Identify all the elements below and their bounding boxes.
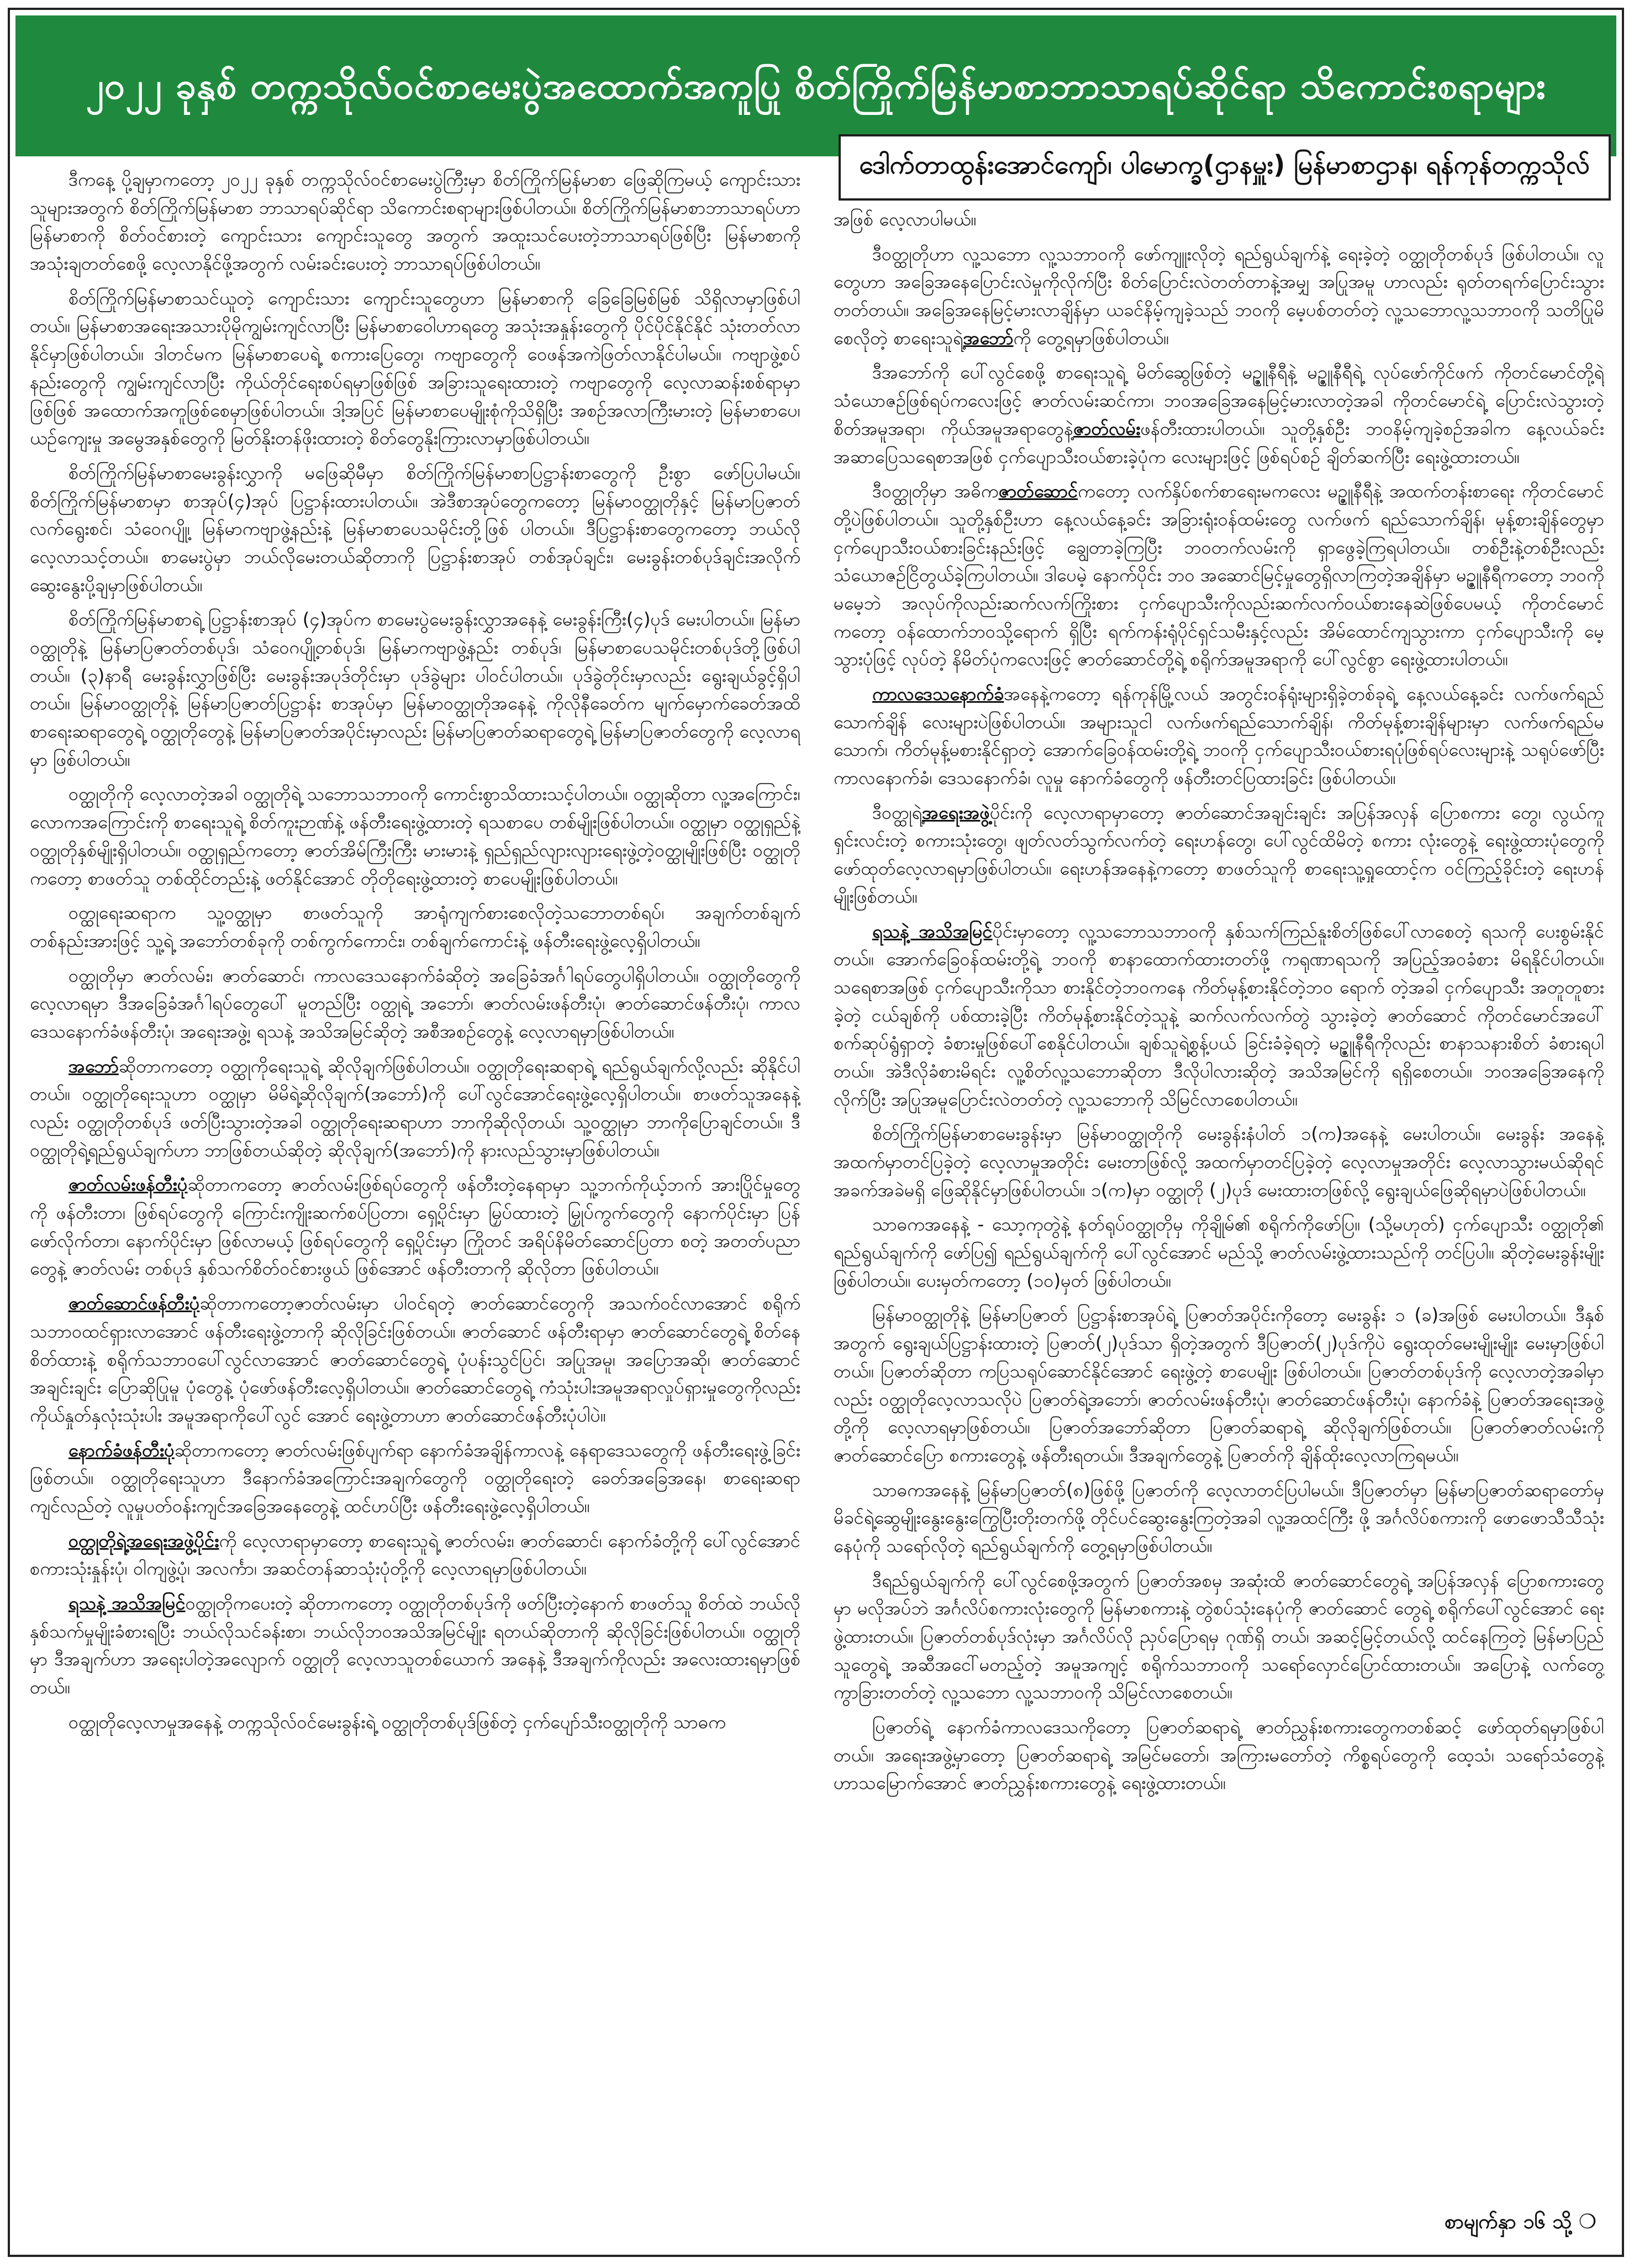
paragraph bbox=[30, 1590, 800, 1702]
paragraph-text: ကတော့ လက်နှိပ်စက်စာရေးမကလေး မဥ္ဇူနီရီနဲ့ အထက်တန်းစာရေး ကိုတင်မောင်တို့ပဲဖြစ်ပါတယ်။ သူတို့နှစ်ဦးဟာ နေ့လယ်နေ့ခင်း အခြားရုံးဝန်ထမ်းတွေ လက်ဖက် ရည်သောက်ချိန်၊ မုန့်စားချိန်တွေမှာ ငှက်ပျောသီးဝယ်စားခြင်းနည်းဖြင့် ချွေတာခဲ့ကြပြီး ဘဝတက်လမ်းကို ရှာဖွေခဲ့ကြရပါတယ်။ တစ်ဦးနဲ့တစ်ဦးလည်း သံယောဇဉ်ငြိတွယ်ခဲ့ကြပါတယ်။ ဒါပေမဲ့ နောက်ပိုင်း ဘဝ အဆောင်မြင့်မှုတွေရှိလာကြတဲ့အချိန်မှာ မဥ္ဇူနီရီကတော့ ဘဝကိုမမေ့ဘဲ အလုပ်ကိုလည်းဆက်လက်ကြိုးစား ငှက်ပျောသီးကိုလည်းဆက်လက်ဝယ်စားနေဆဲဖြစ်ပေမယ့် ကိုတင်မောင်ကတော့ ဝန်ထောက်ဘဝသို့ရောက် ရှိပြီး ရက်ကန်းရုံပိုင်ရှင်သမီးနှင့်လည်း အိမ်ထောင်ကျသွားကာ ငှက်ပျောသီးကို မေ့သွားပုံဖြင့် လုပ်တဲ့ နိမိတ်ပုံကလေးဖြင့် ဇာတ်ဆောင်တို့ရဲ့ စရိုက်အမူအရာကို ပေါ်လွင်စွာ ရေးဖွဲ့ထားပါတယ်။ bbox=[834, 481, 1604, 670]
paragraph: ဝတ္ထုတိုမှာ ဇာတ်လမ်း၊ ဇာတ်ဆောင်၊ ကာလဒေသနောက်ခံဆိုတဲ့ အခြေခံအင်္ဂါရပ်တွေပါရှိပါတယ်။ ဝတ္ထုတိုတွေကို လေ့လာရမှာ ဒီအခြေခံအင်္ဂါရပ်တွေပေါ် မူတည်ပြီး ဝတ္ထုရဲ့ အဘော်၊ ဇာတ်လမ်းဖန်တီးပုံ၊ ဇာတ်ဆောင်ဖန်တီးပုံ၊ ကာလဒေသနောက်ခံဖန်တီးပုံ၊ အရေးအဖွဲ့၊ ရသနဲ့ အသိအမြင်ဆိုတဲ့ အစီအစဉ်တွေနဲ့ လေ့လာရမှာဖြစ်ပါတယ်။ bbox=[30, 965, 800, 1042]
paragraph-text: ဒီဝတ္ထုတိုဟာ လူ့သဘော လူ့သဘာဝကို ဖော်ကျူးလိုတဲ့ ရည်ရွယ်ချက်နဲ့ ရေးခဲ့တဲ့ ဝတ္ထုတိုတစ်ပုဒ် ဖြစ်ပါတယ်။ လူတွေဟာ အခြေအနေပြောင်းလဲမှုကိုလိုက်ပြီး စိတ်ပြောင်းလဲတတ်တာနဲ့အမျှ အပြုအမူ ဟာလည်း ရုတ်တရက်ပြောင်းသွားတတ်တယ်။ အခြေအနေမြင့်မားလာချိန်မှာ ယခင်နိမ့်ကျခဲ့သည် ဘဝကို မေ့ပစ်တတ်တဲ့ လူ့သဘောလူ့သဘာဝကို သတိပြုမိစေလိုတဲ့ စာရေးသူရဲ့ bbox=[834, 243, 1604, 349]
keyword: ဇာတ်လမ်း bbox=[1073, 418, 1141, 439]
paragraph-text: ဖန်တီးထားပါတယ်။ သူတို့နှစ်ဦး ဘဝနိမ့်ကျခဲ့စဉ်အခါက နေ့လယ်ခင်း အဆာပြေသရေစာအဖြစ် ငှက်ပျောသီးဝယ်စားခဲ့ပုံက လေးများဖြင့် ဖြစ်ရပ်စဉ် ချိတ်ဆက်ပြီး ရေးဖွဲ့ထားတယ်။ bbox=[834, 418, 1604, 467]
paragraph: ပြဇာတ်ရဲ့ နောက်ခံကာလဒေသကိုတော့ ပြဇာတ်ဆရာရဲ့ ဇာတ်ညွှန်းစကားတွေကတစ်ဆင့် ဖော်ထုတ်ရမှာဖြစ်ပါတယ်။ အရေးအဖွဲ့မှာတော့ ပြဇာတ်ဆရာရဲ့ အမြင်မတော်၊ အကြားမတော်တဲ့ ကိစ္စရပ်တွေကို ထေ့သံ၊ သရော်သံတွေနဲ့ ဟာသမြောက်အောင် ဇာတ်ညွှန်းစကားတွေနဲ့ ရေးဖွဲ့ထားတယ်။ bbox=[834, 1717, 1604, 1794]
paragraph-text: ကို လေ့လာရာမှာတော့ စာရေးသူရဲ့ ဇာတ်လမ်း၊ ဇာတ်ဆောင်၊ နောက်ခံတို့ကို ပေါ်လွင်အောင် စကားသုံးနှုန်းပုံ၊ ဝါကျဖွဲ့ပုံ၊ အလင်္ကာ၊ အဆင်တန်ဆာသုံးပုံတို့ကို လေ့လာရမှာဖြစ်ပါတယ်။ bbox=[30, 1530, 800, 1580]
article-body bbox=[30, 166, 1604, 2235]
keyword: ဇာတ်လမ်းဖန်တီးပုံ bbox=[68, 1174, 188, 1196]
paragraph bbox=[834, 799, 1604, 911]
paragraph: စိတ်ကြိုက်မြန်မာစာသင်ယူတဲ့ ကျောင်းသား ကျောင်းသူတွေဟာ မြန်မာစာကို ခြေခြေမြစ်မြစ် သိရှိလာမှာဖြစ်ပါတယ်။ မြန်မာစာအရေးအသားပိုမိုကျွမ်းကျင်လာပြီး မြန်မာစာဝေါဟာရတွေ အသုံးအနှုန်းတွေကို ပိုင်ပိုင်နိုင်နိုင် သုံးတတ်လာနိုင်မှာဖြစ်ပါတယ်။ ဒါတင်မက မြန်မာစာပေရဲ့ စကားပြေတွေ၊ ကဗျာတွေကို ဝေဖန်အကဲဖြတ်လာနိုင်ပါမယ်။ ကဗျာဖွဲ့စပ်နည်းတွေကို ကျွမ်းကျင်လာပြီး ကိုယ်တိုင်ရေးစပ်ရမှာဖြစ်ဖြစ် အခြားသူရေးထားတဲ့ ကဗျာတွေကို လေ့လာဆန်းစစ်ရာမှာဖြစ်ဖြစ် အထောက်အကူဖြစ်စေမှာဖြစ်ပါတယ်။ ဒါ့အပြင် မြန်မာစာပေမျိုးစုံကိုသိရှိပြီး အစဉ်အလာကြီးမားတဲ့ မြန်မာစာပေ၊ ယဉ်ကျေးမှု အမွေအနှစ်တွေကို မြတ်နိုးတန်ဖိုးထားတဲ့ စိတ်တွေနိုးကြားလာမှာဖြစ်ပါတယ်။ bbox=[30, 287, 800, 449]
keyword: ဝတ္ထုတိုရဲ့အရေးအဖွဲ့ပိုင်း bbox=[68, 1530, 219, 1551]
keyword: အရေးအဖွဲ့ bbox=[922, 802, 990, 823]
paragraph-text: ဒီဝတ္ထုတိုမှာ အဓိက bbox=[872, 481, 999, 502]
paragraph bbox=[30, 1527, 800, 1583]
paragraph-text: ဆိုတာကတော့ ဇာတ်လမ်းဖြစ်ပျက်ရာ နောက်ခံအချိန်ကာလနဲ့ နေရာဒေသတွေကို ဖန်တီးရေးဖွဲ့ခြင်းဖြစ်တယ်။ ဝတ္ထုတိုရေးသူဟာ ဒီနောက်ခံအကြောင်းအချက်တွေကို ဝတ္ထုတိုရေးတဲ့ ခေတ်အခြေအနေ၊ စာရေးဆရာကျင်လည်တဲ့ လူမှုပတ်ဝန်းကျင်အခြေအနေတွေနဲ့ ထင်ဟပ်ပြီး ဖန်တီးရေးဖွဲ့လေ့ရှိပါတယ်။ bbox=[30, 1439, 800, 1517]
right-column bbox=[834, 166, 1604, 2235]
paragraph bbox=[834, 918, 1604, 1114]
paragraph: ဒီကနေ့ ပို့ချမှာကတော့ ၂၀၂၂ ခုနှစ် တက္ကသိုလ်ဝင်စာမေးပွဲကြီးမှာ စိတ်ကြိုက်မြန်မာစာ ဖြေဆိုကြမယ့် ကျောင်းသားသူများအတွက် စိတ်ကြိုက်မြန်မာစာ ဘာသာရပ်ဆိုင်ရာ သိကောင်းစရာများဖြစ်ပါတယ်။ စိတ်ကြိုက်မြန်မာစာဘာသာရပ်ဟာ မြန်မာစာကို စိတ်ဝင်စားတဲ့ ကျောင်းသား ကျောင်းသူတွေ အတွက် အထူးသင်ပေးတဲ့ဘာသာရပ်ဖြစ်ပြီး မြန်မာစာကို အသုံးချတတ်စေဖို့ လေ့လာနိုင်ဖို့အတွက် လမ်းခင်းပေးတဲ့ ဘာသာရပ်ဖြစ်ပါတယ်။ bbox=[30, 169, 800, 275]
paragraph-text: ဆိုတာကတော့ဇာတ်လမ်းမှာ ပါဝင်ရတဲ့ ဇာတ်ဆောင်တွေကို အသက်ဝင်လာအောင် စရိုက်သဘာဝထင်ရှားလာအောင် ဖန်တီးရေးဖွဲ့တာကို ဆိုလိုခြင်းဖြစ်တယ်။ ဇာတ်ဆောင် ဖန်တီးရာမှာ ဇာတ်ဆောင်တွေရဲ့ စိတ်နေစိတ်ထားနဲ့ စရိုက်သဘာဝပေါ်လွင်လာအောင် ဇာတ်ဆောင်တွေရဲ့ ပုံပန်းသွင်ပြင်၊ အပြုအမူ၊ အပြောအဆို၊ ဇာတ်ဆောင်အချင်းချင်း ပြောဆိုပြုမူ ပုံတွေနဲ့ ပုံဖော်ဖန်တီးလေ့ရှိပါတယ်။ ဇာတ်ဆောင်တွေရဲ့ ကံသုံးပါးအမူအရာလှုပ်ရှားမှုတွေကိုလည်း ကိုယ်နှုတ်နှလုံးသုံးပါး အမူအရာကိုပေါ်လွင် အောင် ရေးဖွဲ့တာဟာ ဇာတ်ဆောင်ဖန်တီးပုံပါပဲ။ bbox=[30, 1293, 800, 1426]
keyword: နောက်ခံဖန်တီးပုံ bbox=[68, 1439, 175, 1461]
paragraph bbox=[834, 240, 1604, 352]
paragraph bbox=[30, 1171, 800, 1283]
paragraph: ဝတ္ထုတိုကို လေ့လာတဲ့အခါ ဝတ္ထုတိုရဲ့ သဘောသဘာဝကို ကောင်းစွာသိထားသင့်ပါတယ်။ ဝတ္ထုဆိုတာ လူ့အကြောင်း၊ လောကအကြောင်းကို စာရေးသူရဲ့ စိတ်ကူးဉာဏ်နဲ့ ဖန်တီးရေးဖွဲ့ထားတဲ့ ရသစာပေ တစ်မျိုးဖြစ်ပါတယ်။ ဝတ္ထုမှာ ဝတ္ထုရှည်နဲ့ ဝတ္ထုတိုနှစ်မျိုးရှိပါတယ်။ ဝတ္ထုရှည်ကတော့ ဇာတ်အိမ်ကြီးကြီး မားမားနဲ့ ရှည်ရှည်လျားလျားရေးဖွဲ့တဲ့ဝတ္ထုမျိုးဖြစ်ပြီး ဝတ္ထုတိုကတော့ စာဖတ်သူ တစ်ထိုင်တည်းနဲ့ ဖတ်နိုင်အောင် တိုတိုရေးဖွဲ့ထားတဲ့ စာပေမျိုးဖြစ်ပါတယ်။ bbox=[30, 783, 800, 889]
paragraph bbox=[30, 1436, 800, 1520]
paragraph: မြန်မာဝတ္ထုတိုနဲ့ မြန်မာပြဇာတ် ပြဋ္ဌာန်းစာအုပ်ရဲ့ ပြဇာတ်အပိုင်းကိုတော့ မေးခွန်း ၁ (ခ)အဖြစ် မေးပါတယ်။ ဒီနှစ်အတွက် ရွေးချယ်ပြဋ္ဌာန်းထားတဲ့ ပြဇာတ်(၂)ပုဒ်သာ ရှိတဲ့အတွက် ဒီပြဇာတ်(၂)ပုဒ်ကိုပဲ ရွေးထုတ်မေးမျိုးမျိုး မေးမှာဖြစ်ပါတယ်။ ပြဇာတ်ဆိုတာ ကပြသရုပ်ဆောင်နိုင်အောင် ရေးဖွဲ့တဲ့ စာပေမျိုး ဖြစ်ပါတယ်။ ပြဇာတ်တစ်ပုဒ်ကို လေ့လာတဲ့အခါမှာလည်း ဝတ္ထုတိုလေ့လာသလိုပဲ ပြဇာတ်ရဲ့အဘော်၊ ဇာတ်လမ်းဖန်တီးပုံ၊ ဇာတ်ဆောင်ဖန်တီးပုံ၊ နောက်ခံနဲ့ ပြဇာတ်အရေးအဖွဲ့တို့ကို လေ့လာရမှာဖြစ်တယ်။ ပြဇာတ်အဘော်ဆိုတာ ပြဇာတ်ဆရာရဲ့ ဆိုလိုချက်ဖြစ်တယ်။ ပြဇာတ်ဇာတ်လမ်းကို ဇာတ်ဆောင်ပြော စကားတွေနဲ့ ဖန်တီးရတယ်။ ဒီအချက်တွေနဲ့ ပြဇာတ်ကို ချိန်ထိုးလေ့လာကြရမယ်။ bbox=[834, 1304, 1604, 1466]
paragraph-text: ကို တွေ့ရမှာဖြစ်ပါတယ်။ bbox=[1013, 327, 1169, 349]
paragraph-text: ဒီဝတ္ထုရဲ့ bbox=[872, 802, 923, 823]
paragraph bbox=[834, 359, 1604, 471]
paragraph-text: ဆိုတာကတော့ ဇာတ်လမ်းဖြစ်ရပ်တွေကို ဖန်တီးတဲ့နေရာမှာ သူ့ဘက်ကိုယ့်ဘက် အားပြိုင်မှုတွေကို ဖန်တီးတာ၊ ဖြစ်ရပ်တွေကို ကြောင်းကျိုးဆက်စပ်ပြတာ၊ ရှေ့ပိုင်းမှာ မြှပ်ထားတဲ့ မြှုပ်ကွက်တွေကို နောက်ပိုင်းမှာ ပြန်ဖော်လိုက်တာ၊ နောက်ပိုင်းမှာ ဖြစ်လာမယ့် ဖြစ်ရပ်တွေကို ရှေ့ပိုင်းမှာ ကြိုတင် အရိပ်နိမိတ်ဆောင်ပြတာ စတဲ့ အတတ်ပညာတွေနဲ့ ဇာတ်လမ်း တစ်ပုဒ် နှစ်သက်စိတ်ဝင်စားဖွယ် ဖြစ်အောင် ဖန်တီးတာကို ဆိုလိုတာ ဖြစ်ပါတယ်။ bbox=[30, 1174, 800, 1280]
paragraph-text: ဝတ္ထုတိုကပေးတဲ့ ဆိုတာကတော့ ဝတ္ထုတိုတစ်ပုဒ်ကို ဖတ်ပြီးတဲ့နောက် စာဖတ်သူ စိတ်ထဲ ဘယ်လိုနှစ်သက်မှုမျိုးခံစားရပြီး ဘယ်လိုသင်ခန်းစာ၊ ဘယ်လိုဘဝအသိအမြင်မျိုး ရတယ်ဆိုတာကို ဆိုလိုခြင်းဖြစ်ပါတယ်။ ဝတ္ထုတိုမှာ ဒီအချက်ဟာ အရေးပါတဲ့အလျောက် ဝတ္ထုတို လေ့လာသူတစ်ယောက် အနေနဲ့ ဒီအချက်ကိုလည်း အလေးထားရမှာဖြစ်တယ်။ bbox=[30, 1593, 800, 1698]
keyword: ကာလဒေသနောက်ခံ bbox=[872, 683, 1004, 704]
paragraph bbox=[30, 1290, 800, 1429]
paragraph-text: ဆိုတာကတော့ ဝတ္ထုကိုရေးသူရဲ့ ဆိုလိုချက်ဖြစ်ပါတယ်။ ဝတ္ထုတိုရေးဆရာရဲ့ ရည်ရွယ်ချက်လို့လည်း ဆိုနိုင်ပါတယ်။ ဝတ္ထုတိုရေးသူဟာ ဝတ္ထုမှာ မိမိရဲ့ဆိုလိုချက်(အဘော်)ကို ပေါ်လွင်အောင်ရေးဖွဲ့လေ့ရှိပါတယ်။ စာဖတ်သူအနေနဲ့လည်း ဝတ္ထုတိုတစ်ပုဒ် ဖတ်ပြီးသွားတဲ့အခါ ဝတ္ထုတိုရေးဆရာဟာ ဘာကိုဆိုလိုတယ်၊ သူ့ဝတ္ထုမှာ ဘာကိုပြောချင်တယ်။ ဒီဝတ္ထုတိုရဲ့ရည်ရွယ်ချက်ဟာ ဘာဖြစ်တယ်ဆိုတဲ့ ဆိုလိုချက်(အဘော်)ကို နားလည်သွားမှာဖြစ်ပါတယ်။ bbox=[30, 1055, 800, 1161]
keyword: ရသနဲ့ အသိအမြင် bbox=[872, 920, 993, 942]
keyword: ဇာတ်ဆောင် bbox=[998, 481, 1078, 502]
author-byline: ဒေါက်တာထွန်းအောင်ကျော်၊ ပါမောက္ခ(ဌာနမှူး) မြန်မာစာဌာန၊ ရန်ကုန်တက္ကသိုလ် bbox=[859, 149, 1590, 180]
paragraph: သာဓကအနေနဲ့ မြန်မာပြဇာတ်(၈)ဖြစ်ဖို့ ပြဇာတ်ကို လေ့လာတင်ပြပါမယ်။ ဒီပြဇာတ်မှာ မြန်မာပြဇာတ်ဆရာတော်မှ မိခင်ရဲ့ဆွေမျိုးနွေးနွေးကြွေပြီးတိုးတက်ဖို့ တိုင်ပင်ဆွေးနွေးကြတဲ့အခါ လူ့အထင်ကြီး ဖို့ အင်္ဂလိပ်စကားကို ဖောဖောသီသီသုံးနေပုံကို သရော်လိုတဲ့ ရည်ရွယ်ချက်ကို တွေ့ရမှာဖြစ်ပါတယ်။ bbox=[834, 1479, 1604, 1556]
left-column bbox=[30, 166, 800, 2235]
paragraph: ဒီရည်ရွယ်ချက်ကို ပေါ်လွင်စေဖို့အတွက် ပြဇာတ်အစမှ အဆုံးထိ ဇာတ်ဆောင်တွေရဲ့ အပြန်အလှန် ပြောစကားတွေမှာ မလိုအပ်ဘဲ အင်္ဂလိပ်စကားလုံးတွေကို မြန်မာစကားနဲ့ တွဲစပ်သုံးနေပုံကို ဇာတ်ဆောင် တွေရဲ့ စရိုက်ပေါ်လွင်အောင် ရေးဖွဲ့ထားတယ်။ ပြဇာတ်တစ်ပုဒ်လုံးမှာ အင်္ဂလိပ်လို ညှပ်ပြောရမှ ဂုဏ်ရှိ တယ်၊ အဆင့်မြင့်တယ်လို့ ထင်နေကြတဲ့ မြန်မာပြည်သူတွေရဲ့ အဆီအငေါ်မတည့်တဲ့ အမူအကျင့် စရိုက်သဘာဝကို သရော်လှောင်ပြောင်ထားတယ်။ အပြောနဲ့ လက်တွေ့ ကွာခြားတတ်တဲ့ လူ့သဘော လူ့သဘာဝကို သိမြင်လာစေတယ်။ bbox=[834, 1570, 1604, 1703]
paragraph bbox=[834, 477, 1604, 673]
keyword: ဇာတ်ဆောင်ဖန်တီးပုံ bbox=[68, 1293, 200, 1314]
paragraph-text: ပိုင်းမှာတော့ လူ့သဘောသဘာဝကို နှစ်သက်ကြည်နူးစိတ်ဖြစ်ပေါ်လာစေတဲ့ ရသကို ပေးစွမ်းနိုင်တယ်။ အောက်ခြေဝန်ထမ်းတို့ရဲ့ ဘဝကို စာနာထောက်ထားတတ်ဖို့ ကရုဏာရသကို အပြည့်အဝခံစား မိရနိုင်ပါတယ်။ သရေစာအဖြစ် ငှက်ပျောသီးကိုသာ စားနိုင်တဲ့ဘဝကနေ ကိတ်မုန့်စားနိုင်တဲ့ဘဝ ရောက် တဲ့အခါ ငှက်ပျောသီး အတူတူစားခဲ့တဲ့ ငယ်ချစ်ကို ပစ်ထားခဲ့ပြီး ကိတ်မုန့်စားနိုင်တဲ့သူနဲ့ ဆက်လက်လက်တွဲ သွားခဲ့တဲ့ ဇာတ်ဆောင် ကိုတင်မောင်အပေါ် စက်ဆုပ်ရွံရှာတဲ့ ခံစားမှုဖြစ်ပေါ်စေနိုင်ပါတယ်။ ချစ်သူရဲ့စွန့်ပယ် ခြင်းခံခဲ့ရတဲ့ မဥ္ဇူနီရီကိုလည်း စာနာသနားစိတ် ခံစားရပါတယ်။ အဲဒီလိုခံစားမိရင်း လူ့စိတ်လူ့သဘောဆိုတာ ဒီလိုပါလားဆိုတဲ့ အသိအမြင်ကို ရရှိစေတယ်။ ဘဝအခြေအနေကို လိုက်ပြီး အပြုအမူပြောင်းလဲတတ်တဲ့ လူ့သဘောကို သိမြင်လာစေပါတယ်။ bbox=[834, 920, 1604, 1110]
paragraph: အဖြစ် လေ့လာပါမယ်။ bbox=[834, 209, 977, 230]
paragraph: စိတ်ကြိုက်မြန်မာစာမေးခွန်းလွှာကို မဖြေဆိုမီမှာ စိတ်ကြိုက်မြန်မာစာပြဋ္ဌာန်းစာတွေကို ဦးစွာ ဖော်ပြပါမယ်။ စိတ်ကြိုက်မြန်မာစာမှာ စာအုပ်(၄)အုပ် ပြဋ္ဌာန်းထားပါတယ်။ အဲဒီစာအုပ်တွေကတော့ မြန်မာဝတ္ထုတိုနှင့် မြန်မာပြဇာတ်လက်ရွေးစင်၊ သံဝေဂပျို့၊ မြန်မာကဗျာဖွဲ့နည်းနဲ့ မြန်မာစာပေသမိုင်းတို့ဖြစ် ပါတယ်။ ဒီပြဋ္ဌာန်းစာတွေကတော့ ဘယ်လိုလေ့လာသင့်တယ်။ စာမေးပွဲမှာ ဘယ်လိုမေးတယ်ဆိုတာကို ပြဋ္ဌာန်းစာအုပ် တစ်အုပ်ချင်း၊ မေးခွန်းတစ်ပုဒ်ချင်းအလိုက် ဆွေးနွေးပို့ချမှာဖြစ်ပါတယ်။ bbox=[30, 462, 800, 596]
keyword: အဘော် bbox=[68, 1055, 119, 1077]
paragraph-text: ပိုင်းကို လေ့လာရာမှာတော့ ဇာတ်ဆောင်အချင်းချင်း အပြန်အလှန် ပြောစကား တွေ၊ လွယ်ကူရှင်းလင်းတဲ့ စကားသုံးတွေ၊ ဖျတ်လတ်သွက်လက်တဲ့ ရေးဟန်တွေ၊ ပေါ်လွင်ထိမိတဲ့ စကား လုံးတွေနဲ့ ရေးဖွဲ့ထားပုံတွေကို ဖော်ထုတ်လေ့လာရမှာဖြစ်ပါတယ်။ ရေးဟန်အနေနဲ့ကတော့ စာဖတ်သူကို စာရေးသူ့ရှုထောင့်က ဝင်ကြည့်ခိုင်းတဲ့ ရေးဟန်မျိုးဖြစ်တယ်။ bbox=[834, 802, 1604, 907]
article-title: ၂၀၂၂ ခုနှစ် တက္ကသိုလ်ဝင်စာမေးပွဲအထောက်အကူပြု စိတ်ကြိုက်မြန်မာစာဘာသာရပ်ဆိုင်ရာ သိကောင်းစရာများ bbox=[86, 64, 1546, 107]
paragraph-text: အနေနဲ့ကတော့ ရန်ကုန်မြို့လယ် အတွင်းဝန်ရုံးများရှိခဲ့တစ်ခုရဲ့ နေ့လယ်နေ့ခင်း လက်ဖက်ရည်သောက်ချိန် လေးများပဲဖြစ်ပါတယ်။ အများသူငါ လက်ဖက်ရည်သောက်ချိန်၊ ကိတ်မုန့်စားချိန်များမှာ လက်ဖက်ရည်မသောက်၊ ကိတ်မုန့်မစားနိုင်ရှာတဲ့ အောက်ခြေဝန်ထမ်းတို့ရဲ့ ဘဝကို ငှက်ပျောသီးဝယ်စားရပုံဖြစ်ရပ်လေးများနဲ့ သရုပ်ဖော်ပြီး ကာလနောက်ခံ၊ ဒေသနောက်ခံ၊ လူမှု နောက်ခံတွေကို ဖန်တီးတင်ပြထားခြင်း ဖြစ်ပါတယ်။ bbox=[834, 683, 1604, 789]
paragraph: စိတ်ကြိုက်မြန်မာစာရဲ့ ပြဋ္ဌာန်းစာအုပ် (၄)အုပ်က စာမေးပွဲမေးခွန်းလွှာအနေနဲ့ မေးခွန်းကြီး(၄)ပုဒ် မေးပါတယ်။ မြန်မာဝတ္ထုတိုနဲ့ မြန်မာပြဇာတ်တစ်ပုဒ်၊ သံဝေဂပျို့တစ်ပုဒ်၊ မြန်မာကဗျာဖွဲ့နည်း တစ်ပုဒ်၊ မြန်မာစာပေသမိုင်းတစ်ပုဒ်တို့ဖြစ်ပါတယ်။ (၃)နာရီ မေးခွန်းလွှာဖြစ်ပြီး မေးခွန်းအပုဒ်တိုင်းမှာ ပုဒ်ခွဲများ ပါဝင်ပါတယ်။ ပုဒ်ခွဲတိုင်းမှာလည်း ရွေးချယ်ခွင့်ရှိပါတယ်။ မြန်မာဝတ္ထုတိုနဲ့ မြန်မာပြဇာတ်ပြဋ္ဌာန်း စာအုပ်မှာ မြန်မာဝတ္ထုတိုအနေနဲ့ ကိုလိုနီခေတ်က မျက်မှောက်ခေတ်အထိ စာရေးဆရာတွေရဲ့ ဝတ္ထုတိုတွေနဲ့ မြန်မာပြဇာတ်အပိုင်းမှာလည်း မြန်မာပြဇာတ်ဆရာတွေရဲ့ မြန်မာပြဇာတ်တွေကို လေ့လာရမှာ ဖြစ်ပါတယ်။ bbox=[30, 609, 800, 770]
paragraph: ဝတ္ထုရေးဆရာက သူ့ဝတ္ထုမှာ စာဖတ်သူကို အာရုံကျက်စားစေလိုတဲ့သဘောတစ်ရပ်၊ အချက်တစ်ချက် တစ်နည်းအားဖြင့် သူ့ရဲ့ အဘော်တစ်ခုကို တစ်ကွက်ကောင်း၊ တစ်ချက်ကောင်းနဲ့ ဖန်တီးရေးဖွဲ့လေ့ရှိပါတယ်။ bbox=[30, 902, 800, 951]
keyword: အဘော် bbox=[963, 327, 1014, 349]
paragraph bbox=[834, 680, 1604, 792]
paragraph: ဝတ္ထုတိုလေ့လာမှုအနေနဲ့ တက္ကသိုလ်ဝင်မေးခွန်းရဲ့ ဝတ္ထုတိုတစ်ပုဒ်ဖြစ်တဲ့ ငှက်ပျော်သီးဝတ္ထုတိုကို သာဓက bbox=[68, 1711, 726, 1733]
keyword: ရသနဲ့ အသိအမြင် bbox=[68, 1593, 186, 1614]
paragraph-text: ဒီအဘော်ကို ပေါ်လွင်စေဖို့ စာရေးသူရဲ့ မိတ်ဆွေဖြစ်တဲ့ မဥ္ဇူနီရီနဲ့ မဥ္ဇူနီရီရဲ့ လုပ်ဖော်ကိုင်ဖက် ကိုတင်မောင်တို့ရဲ့ သံယောဇဉ်ဖြစ်ရပ်ကလေးဖြင့် ဇာတ်လမ်းဆင်ကာ၊ ဘဝအခြေအနေမြင့်မားလာတဲ့အခါ ကိုတင်မောင်ရဲ့ ပြောင်းလဲသွားတဲ့ စိတ်အမူအရာ၊ ကိုယ်အမူအရာတွေနဲ့ bbox=[834, 362, 1604, 439]
paragraph bbox=[30, 1053, 800, 1165]
paragraph: စိတ်ကြိုက်မြန်မာစာမေးခွန်းမှာ မြန်မာဝတ္ထုတိုကို မေးခွန်းနံပါတ် ၁(က)အနေနဲ့ မေးပါတယ်။ မေးခွန်း အနေနဲ့ အထက်မှာတင်ပြခဲ့တဲ့ လေ့လာမှုအတိုင်း မေးတာဖြစ်လို့ အထက်မှာတင်ပြခဲ့တဲ့ လေ့လာမှုအတိုင်း လေ့လာသွားမယ်ဆိုရင် အခက်အခဲမရှိ ဖြေဆိုနိုင်မှာဖြစ်ပါတယ်။ ၁(က)မှာ ဝတ္ထုတို (၂)ပုဒ် မေးထားတဖြစ်လို့ ရွေးချယ်ဖြေဆိုရမှာပဲဖြစ်ပါတယ်။ bbox=[834, 1123, 1604, 1201]
continued-on-page-label: စာမျက်နှာ ၁၆ သို့ ❍ bbox=[1444, 2211, 1596, 2233]
paragraph: သာဓကအနေနဲ့ - သော့ကုတွဲနဲ့ နတ်ရုပ်ဝတ္ထုတိုမှ ကိုချိုမ်၏ စရိုက်ကိုဖော်ပြ။ (သို့မဟုတ်) ငှက်ပျောသီး ဝတ္ထုတို၏ ရည်ရွယ်ချက်ကို ဖော်ပြ၍ ရည်ရွယ်ချက်ကို ပေါ်လွင်အောင် မည်သို့ ဇာတ်လမ်းဖွဲ့ထားသည်ကို တင်ပြပါ။ ဆိုတဲ့မေးခွန်းမျိုး ဖြစ်ပါတယ်။ ပေးမှတ်ကတော့ (၁၀)မှတ် ဖြစ်ပါတယ်။ bbox=[834, 1214, 1604, 1291]
article-frame bbox=[8, 8, 1624, 2257]
